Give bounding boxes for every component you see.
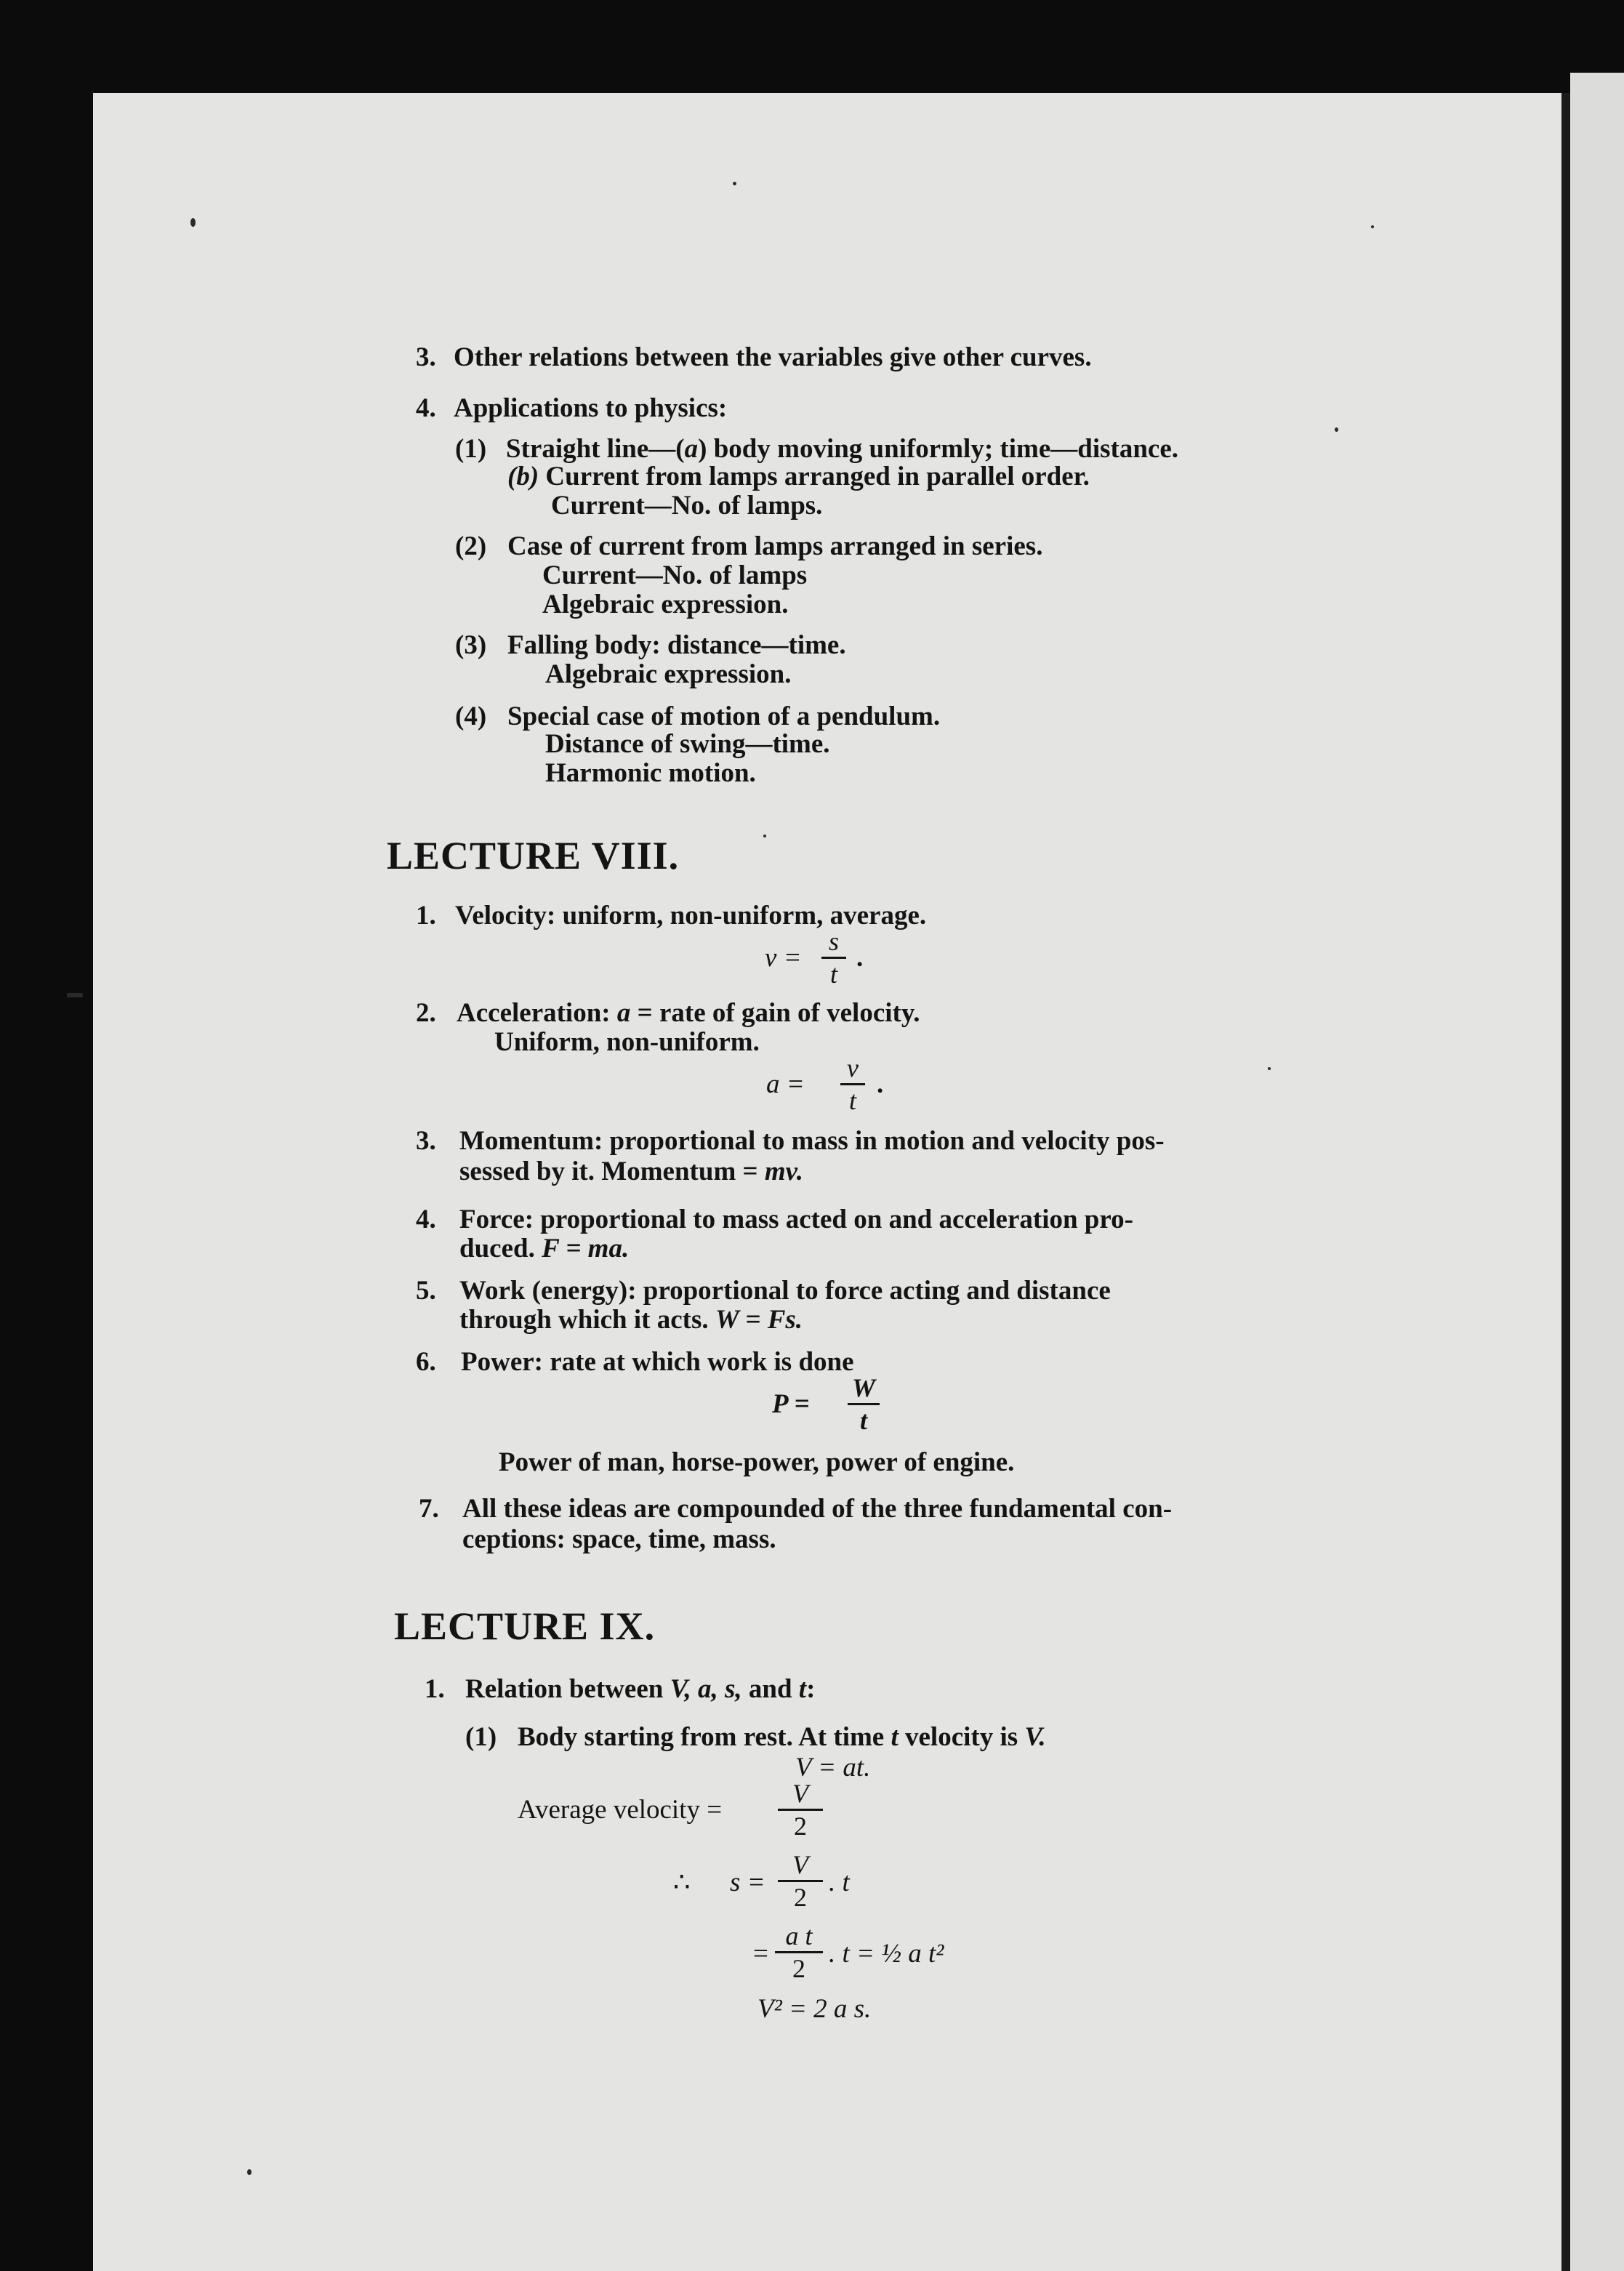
speck xyxy=(247,2169,252,2175)
speck xyxy=(67,993,83,997)
lecture-heading: LECTURE VIII. xyxy=(387,834,680,877)
list-item-line: Power of man, horse-power, power of engine. xyxy=(499,1447,1015,1477)
equation-end: . xyxy=(856,943,864,973)
denominator: 2 xyxy=(794,1883,807,1912)
fraction-bar xyxy=(848,1403,880,1405)
numerator: a t xyxy=(785,1921,813,1950)
list-number: 4. xyxy=(416,393,436,423)
sub-item-line: Special case of motion of a pendulum. xyxy=(507,702,941,731)
lecture-heading: LECTURE IX. xyxy=(394,1604,656,1648)
sub-item-line: Harmonic motion. xyxy=(545,758,756,788)
equation-rhs: . t = ½ a t² xyxy=(829,1939,944,1969)
numerator: V xyxy=(792,1779,808,1808)
list-item: Power: rate at which work is done xyxy=(461,1347,854,1377)
list-item-line: duced. F = ma. xyxy=(459,1234,630,1263)
denominator: t xyxy=(848,1086,856,1115)
equation: V = at. xyxy=(795,1753,871,1782)
denominator: 2 xyxy=(794,1812,807,1841)
list-number: 3. xyxy=(416,342,436,372)
sub-item-line: Algebraic expression. xyxy=(542,590,789,619)
numerator: W xyxy=(851,1373,875,1402)
list-number: 1. xyxy=(416,901,436,930)
list-number: 5. xyxy=(416,1276,436,1306)
fraction-bar xyxy=(821,957,846,959)
sub-item-line: Algebraic expression. xyxy=(545,659,792,689)
list-item: Other relations between the variables give other curves. xyxy=(454,342,1092,372)
fraction-bar xyxy=(775,1951,823,1953)
equation-rhs: . t xyxy=(829,1868,850,1897)
sub-number: (1) xyxy=(455,434,487,464)
equation-lhs: v = xyxy=(765,943,802,973)
list-number: 4. xyxy=(416,1205,436,1234)
list-item: All these ideas are compounded of the three fundamental con- xyxy=(462,1494,1173,1524)
denominator: 2 xyxy=(792,1954,805,1983)
fraction xyxy=(775,1922,823,1982)
facing-page-edge xyxy=(1570,73,1624,2271)
page-gutter xyxy=(1561,93,1570,2271)
speck xyxy=(1335,427,1338,432)
sub-item-line: Body starting from rest. At time t velocity is V. xyxy=(518,1722,1046,1752)
fraction-bar xyxy=(840,1083,865,1085)
equation: V² = 2 a s. xyxy=(757,1994,872,2024)
speck xyxy=(1268,1067,1271,1070)
fraction xyxy=(778,1851,823,1911)
sub-number: (2) xyxy=(455,531,487,561)
list-item: Velocity: uniform, non-uniform, average. xyxy=(455,901,927,930)
numerator: V xyxy=(792,1850,808,1879)
list-item: Work (energy): proportional to force acting and distance xyxy=(459,1276,1111,1306)
list-number: 6. xyxy=(416,1347,436,1377)
sub-number: (4) xyxy=(455,702,487,731)
list-number: 1. xyxy=(425,1674,445,1704)
list-item: Applications to physics: xyxy=(454,393,728,423)
fraction xyxy=(848,1374,880,1434)
sub-item-line: Falling body: distance—time. xyxy=(507,630,846,660)
list-item-line: Uniform, non-uniform. xyxy=(494,1027,760,1057)
list-item: Relation between V, a, s, and t: xyxy=(465,1674,816,1704)
sub-item-line: Case of current from lamps arranged in series. xyxy=(507,531,1043,561)
fraction xyxy=(840,1054,865,1114)
equation-lhs: s = xyxy=(730,1868,765,1897)
equation-end: . xyxy=(877,1069,884,1099)
denominator: t xyxy=(859,1406,867,1435)
sub-item-line: Current—No. of lamps. xyxy=(551,491,823,520)
fraction-bar xyxy=(778,1809,823,1811)
equation-lhs: = xyxy=(753,1939,768,1969)
sub-number: (3) xyxy=(455,630,487,660)
numerator: s xyxy=(828,927,839,956)
sub-number: (1) xyxy=(465,1722,497,1752)
speck xyxy=(733,182,736,185)
sub-item-line: Straight line—(a) body moving uniformly; time—distance. xyxy=(506,434,1178,464)
sub-item-line: Current—No. of lamps xyxy=(542,560,808,590)
equation-lhs: P = xyxy=(772,1389,810,1419)
book-page xyxy=(93,93,1561,2271)
list-item-line: ceptions: space, time, mass. xyxy=(462,1524,776,1554)
average-velocity-label: Average velocity = xyxy=(518,1795,723,1825)
speck xyxy=(1371,225,1374,228)
list-number: 7. xyxy=(419,1494,439,1524)
numerator: v xyxy=(847,1053,859,1082)
sub-item-line: Distance of swing—time. xyxy=(545,729,830,759)
list-item-line: sessed by it. Momentum = mv. xyxy=(459,1157,803,1186)
equation-lhs: a = xyxy=(766,1069,805,1099)
sub-item-line: (b) Current from lamps arranged in parallel order. xyxy=(507,462,1090,491)
denominator: t xyxy=(829,960,837,989)
list-item: Acceleration: a = rate of gain of velocity. xyxy=(457,998,920,1028)
list-item-line: through which it acts. W = Fs. xyxy=(459,1305,803,1335)
fraction xyxy=(821,928,846,988)
speck xyxy=(190,218,196,227)
fraction-bar xyxy=(778,1880,823,1882)
list-number: 3. xyxy=(416,1126,436,1156)
list-number: 2. xyxy=(416,998,436,1028)
list-item: Momentum: proportional to mass in motion and velocity pos- xyxy=(459,1126,1165,1156)
list-item: Force: proportional to mass acted on and acceleration pro- xyxy=(459,1205,1133,1234)
therefore-symbol: ∴ xyxy=(673,1868,691,1897)
speck xyxy=(763,835,766,837)
fraction xyxy=(778,1780,823,1840)
